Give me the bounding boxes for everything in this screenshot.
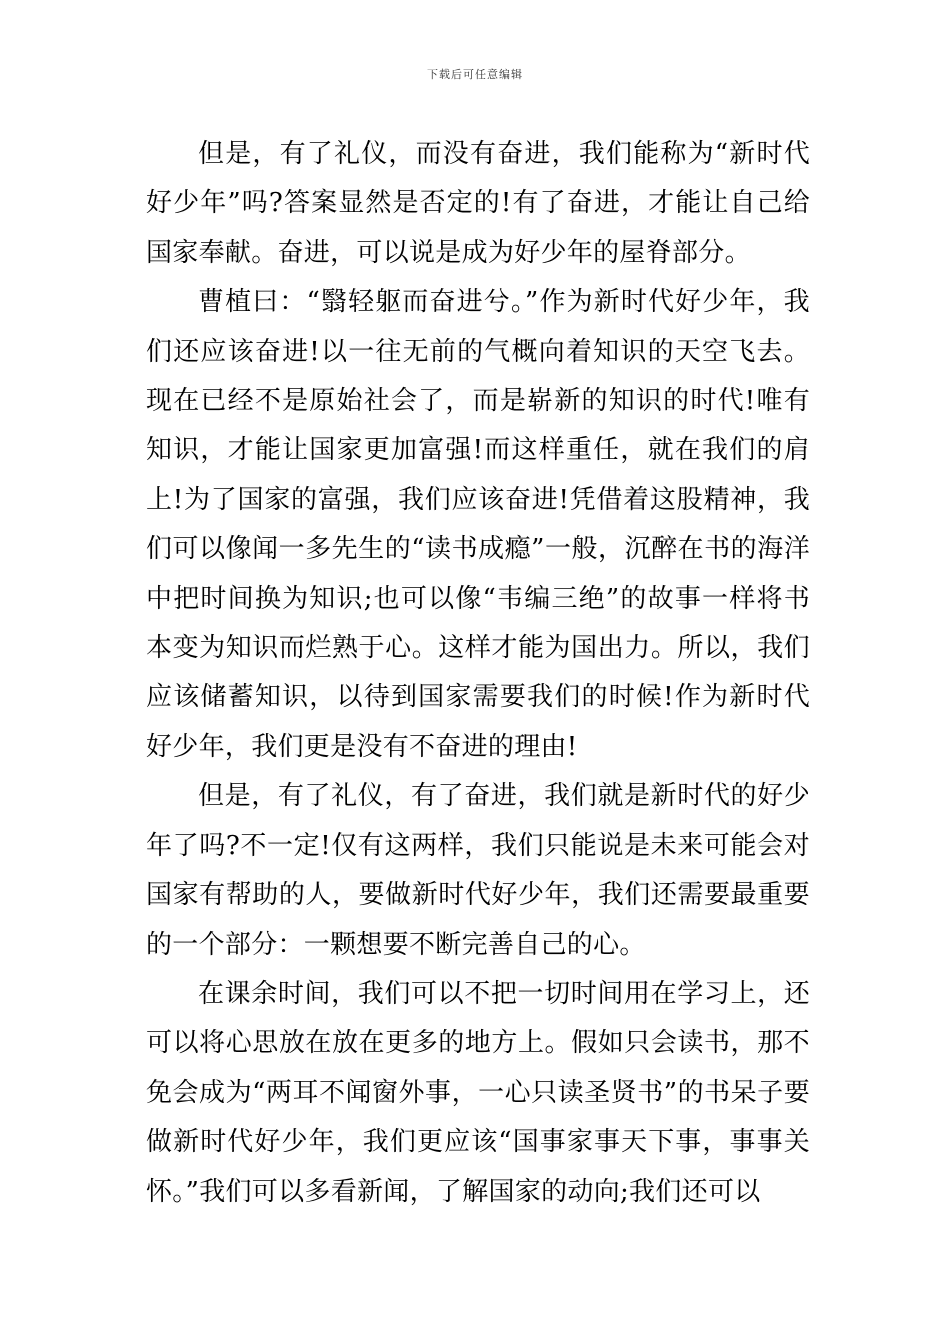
paragraph-1: 但是，有了礼仪，而没有奋进，我们能称为“新时代好少年”吗?答案显然是否定的!有了奋进，才能让自己给国家奉献。奋进，可以说是成为好少年的屋脊部分。 bbox=[146, 139, 810, 268]
paragraph-3: 但是，有了礼仪，有了奋进，我们就是新时代的好少年了吗?不一定!仅有这两样，我们只能说是未来可能会对国家有帮助的人，要做新时代好少年，我们还需要最重要的一个部分：一颗想要不断完善自己的心。 bbox=[146, 781, 810, 960]
document-body bbox=[146, 130, 810, 1217]
paragraph-2: 曹植曰：“翳轻躯而奋进兮。”作为新时代好少年，我们还应该奋进!以一往无前的气概向着知识的天空飞去。现在已经不是原始社会了，而是崭新的知识的时代!唯有知识，才能让国家更加富强!而这样重任，就在我们的肩上!为了国家的富强，我们应该奋进!凭借着这股精神，我们可以像闻一多先生的“读书成瘾”一般，沉醉在书的海洋中把时间换为知识;也可以像“韦编三绝”的故事一样将书本变为知识而烂熟于心。这样才能为国出力。所以，我们应该储蓄知识，以待到国家需要我们的时候!作为新时代好少年，我们更是没有不奋进的理由! bbox=[146, 287, 810, 762]
page-header-note: 下载后可任意编辑 bbox=[427, 68, 523, 81]
paragraph-4: 在课余时间，我们可以不把一切时间用在学习上，还可以将心思放在放在更多的地方上。假如只会读书，那不免会成为“两耳不闻窗外事，一心只读圣贤书”的书呆子要做新时代好少年，我们更应该“国事家事天下事，事事关怀。”我们可以多看新闻，了解国家的动向;我们还可以 bbox=[146, 978, 810, 1207]
